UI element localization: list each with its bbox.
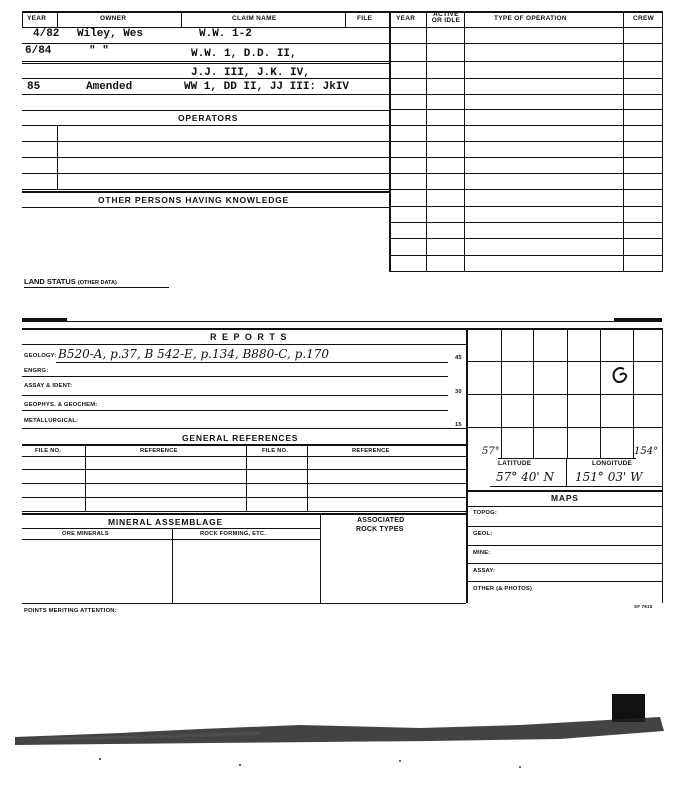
- ore-minerals-label: ORE MINERALS: [62, 531, 109, 537]
- geophys-geochem-label: GEOPHYS. & GEOCHEM:: [24, 402, 98, 408]
- operators-title: OPERATORS: [178, 113, 239, 123]
- assay-ident-label: ASSAY & IDENT:: [24, 383, 73, 389]
- lat-mark: 57°: [482, 446, 500, 457]
- maps-other-photos: OTHER (& PHOTOS): [473, 586, 533, 592]
- engrg-label: ENGRG:: [24, 368, 49, 374]
- col-owner: OWNER: [100, 15, 127, 22]
- maps-topog: TOPOG:: [473, 510, 497, 516]
- scale-45: 45: [455, 355, 462, 361]
- scan-artifact-band: [0, 695, 678, 775]
- row-1-year: 4/82: [33, 28, 60, 40]
- row-2-owner: " ": [89, 45, 109, 57]
- row-4-owner: Amended: [86, 81, 133, 93]
- metallurgical-label: METALLURGICAL:: [24, 418, 79, 424]
- maps-assay: ASSAY:: [473, 568, 496, 574]
- col-type-of-operation: TYPE OF OPERATION: [494, 15, 567, 22]
- reports-title: R E P O R T S: [210, 332, 288, 342]
- row-1-owner: Wiley, Wes: [77, 28, 144, 40]
- rock-forming-label: ROCK FORMING, ETC.: [200, 531, 267, 537]
- longitude-label: LONGITUDE: [592, 460, 633, 467]
- ref-reference-2: REFERENCE: [352, 448, 390, 454]
- row-3-claim: J.J. III, J.K. IV,: [191, 67, 310, 79]
- geology-value: B520-A, p.37, B 542-E, p.134, B880-C, p.170: [58, 347, 330, 361]
- col-year: YEAR: [27, 15, 47, 22]
- mineral-assemblage-title: MINERAL ASSEMBLAGE: [108, 517, 223, 527]
- latitude-value: 57° 40' N: [496, 470, 554, 484]
- form-number: SF 7915: [634, 604, 653, 609]
- longitude-value: 151° 03' W: [575, 470, 643, 484]
- col-claim-name: CLAIM NAME: [232, 15, 277, 22]
- scale-15: 15: [455, 422, 462, 428]
- maps-title: MAPS: [551, 493, 579, 503]
- lon-mark: 154°: [634, 446, 659, 457]
- col-file: FILE: [357, 15, 373, 22]
- points-meriting-attention-label: POINTS MERITING ATTENTION:: [24, 608, 117, 614]
- other-persons-title: OTHER PERSONS HAVING KNOWLEDGE: [98, 195, 290, 205]
- associated-label: ASSOCIATED: [357, 517, 405, 524]
- row-4-year: 85: [27, 81, 41, 93]
- row-1-claim: W.W. 1-2: [199, 28, 252, 40]
- ref-file-no-2: FILE NO.: [262, 448, 289, 454]
- col-crew: CREW: [633, 15, 655, 22]
- row-2-year: 6/84: [25, 45, 52, 57]
- rock-types-label: ROCK TYPES: [356, 526, 404, 533]
- row-4-claim: WW 1, DD II, JJ III: JkIV: [184, 81, 350, 93]
- row-2-claim: W.W. 1, D.D. II,: [191, 48, 297, 60]
- col-year-2: YEAR: [396, 15, 416, 22]
- latitude-label: LATITUDE: [498, 460, 532, 467]
- ref-file-no-1: FILE NO.: [35, 448, 62, 454]
- scale-30: 30: [455, 389, 462, 395]
- col-active-idle: ACTIVE OR IDLE: [431, 11, 461, 24]
- general-references-title: GENERAL REFERENCES: [182, 433, 299, 443]
- location-mark-icon: [610, 365, 630, 385]
- ref-reference-1: REFERENCE: [140, 448, 178, 454]
- maps-mine: MINE:: [473, 550, 491, 556]
- land-status-label: LAND STATUS (OTHER DATA): [24, 277, 117, 286]
- geology-label: GEOLOGY:: [24, 353, 57, 359]
- maps-geol: GEOL:: [473, 531, 493, 537]
